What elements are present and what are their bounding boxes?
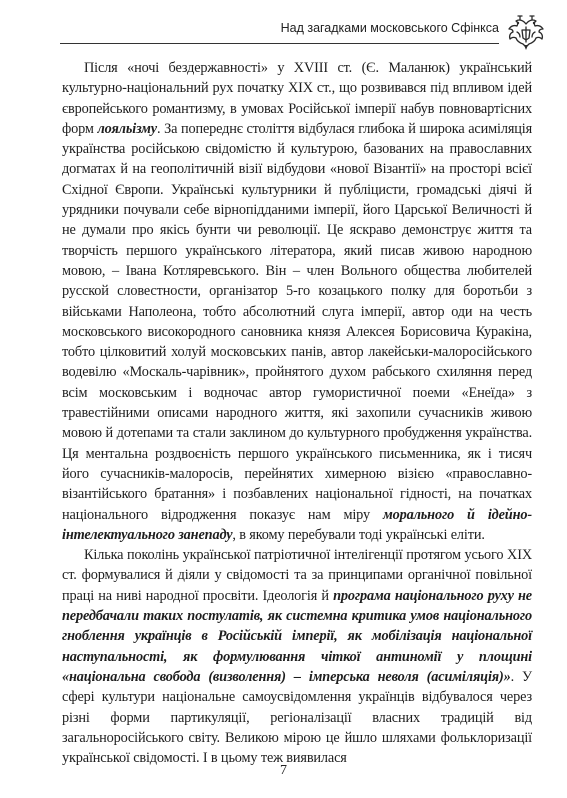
paragraph <box>62 58 532 545</box>
text-run: , в якому перебували тоді українські еліти. <box>232 526 485 543</box>
double-headed-eagle-icon <box>505 12 547 54</box>
running-header <box>60 14 551 46</box>
emphasis-program: програма національного руху не передбачали таких постулатів, як системна критика умов національного гноблення українців в Російській імперії, як мобілізація національної наступальності, як формулювання чіткої антиномії у площині «національна свобода (визволення) – імперська неволя (асиміляція)» <box>62 587 532 685</box>
paragraph <box>62 545 532 768</box>
text-run: . У сфері культури національне самоусвідомлення українців відбувалося через різні форми партикуляції, регіоналізації власних традицій від загальноросійського світу. Великою мірою це йшло шляхами фольклоризації української свідомості. І в цьому теж виявилася <box>62 668 532 767</box>
header-rule <box>60 43 499 44</box>
body-text <box>62 58 532 768</box>
emphasis-loyalism: лояльізму <box>97 120 157 137</box>
text-run: . За попереднє століття відбулася глибока й широка асиміляція українства російською свідомістю й культурою, базованих на православних догматах й на геополітичній візії відбудови «нової Візантії» на просторі всієї Східної Європи. Українські культурники й публіцисти, громадські діячі й урядники почували себе вірнопідданими імперії, його Царської Величності й не думали про якісь бунти чи революції. Це яскраво демонструє життя та творчість першого українського літератора, який писав живою народною мовою, – Івана Котляревського. Він – член Вольного общества любителей русской словестности, організатор 5-го козацького полку для боротьби з військами Наполеона, тобто абсолютний слуга імперії, автор оди на честь московського високородного сановника князя Алексея Борисовича Куракіна, тобто цілковитий холуй московських панів, автор лакейськи-малоросійського водевілю «Москаль-чарівник», пройнятого духом рабського схиляння перед всім московським і водночас автор гумористичної поеми «Енеїда» з травестійними описами народного життя, які захопили сучасників живою мовою й дотепами та стали заклином до культурного пробудження українства. Ця ментальна роздвоєність першого українського письменника, як і тисяч його сучасників-малоросів, перейнятих химерною візією «православно-візантійського братання» і позбавлених національної гідності, на початках національного відродження показує нам міру <box>62 120 532 523</box>
page-number: 7 <box>280 763 287 778</box>
emphasis-decline: морального й ідейно-інтелектуального занепаду <box>62 506 532 543</box>
text-run: Кілька поколінь української патріотичної інтелігенції протягом усього XIX ст. формувалися й діяли у свідомості та за принципами органічної повільної праці на ниві народної просвіти. Ідеологія й <box>62 547 532 604</box>
running-title: Над загадками московського Сфінкса <box>280 21 499 35</box>
text-run: Після «ночі бездержавності» у XVIII ст. (Є. Маланюк) український культурно-національний рух початку XIX ст., що розвивався під впливом ідей європейського романтизму, в умовах Російської імперії набув повновартісних форм <box>62 60 532 137</box>
